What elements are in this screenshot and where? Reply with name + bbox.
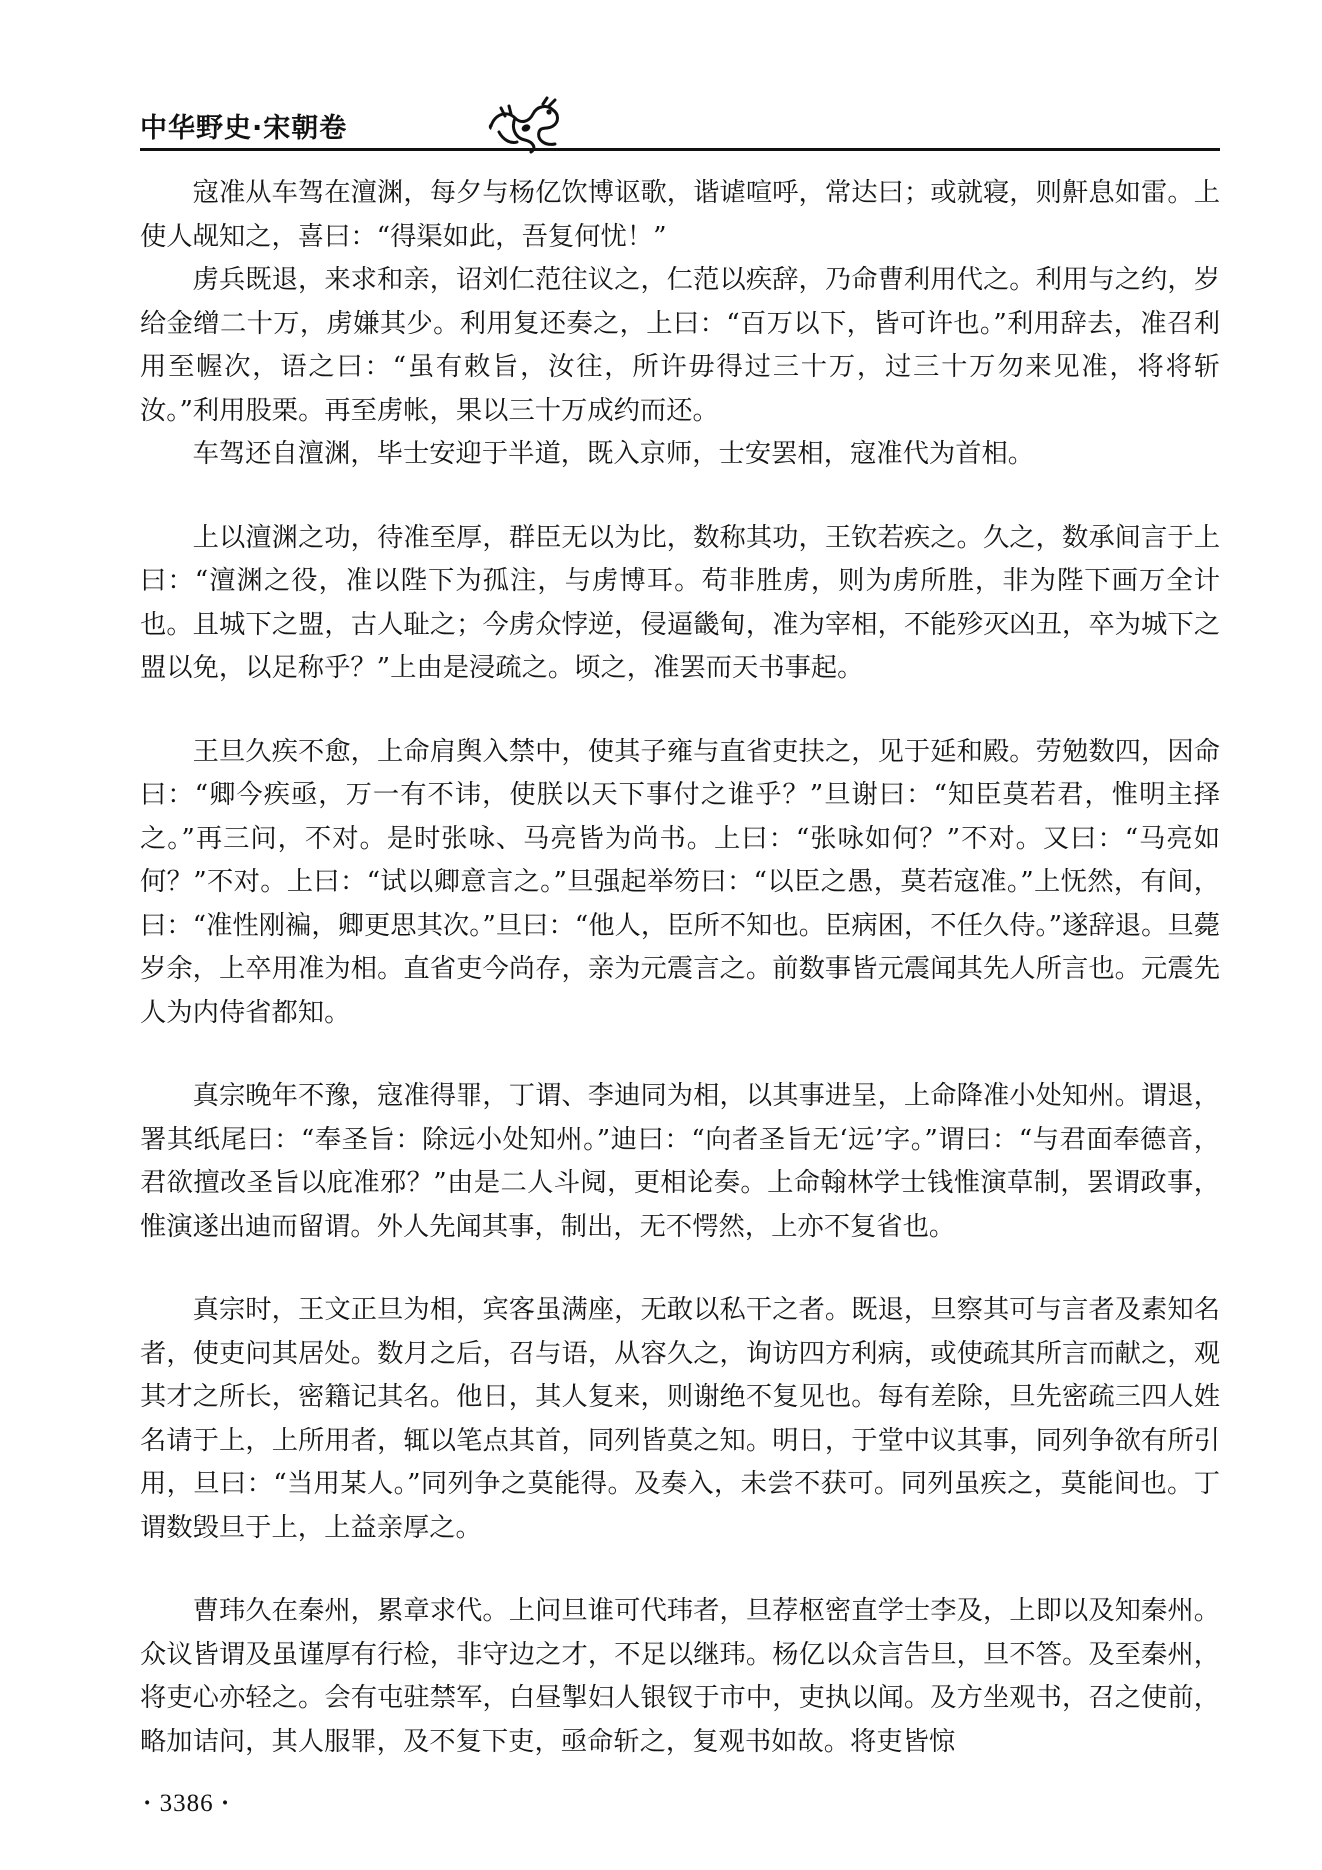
header-rule (140, 148, 1220, 151)
paragraph-4: 上以澶渊之功，待准至厚，群臣无以为比，数称其功，王钦若疾之。久之，数承间言于上曰：“澶渊之役，准以陛下为孤注，与虏博耳。苟非胜虏，则为虏所胜，非为陛下画万全计也。且城下之盟，古人耻之；今虏众悖逆，侵逼畿甸，准为宰相，不能殄灭凶丑，卒为城下之盟以免，以足称乎？”上由是浸疏之。顷之，准罢而天书事起。 (140, 522, 1220, 683)
section-gap (140, 1249, 1220, 1289)
paragraph-5: 王旦久疾不愈，上命肩舆入禁中，使其子雍与直省吏扶之，见于延和殿。劳勉数四，因命曰：“卿今疾亟，万一有不讳，使朕以天下事付之谁乎？”旦谢曰：“知臣莫若君，惟明主择之。”再三问，不对。是时张咏、马亮皆为尚书。上曰：“张咏如何？”不对。又曰：“马亮如何？”不对。上曰：“试以卿意言之。”旦强起举笏曰：“以臣之愚，莫若寇准。”上怃然，有间，曰：“准性刚褊，卿更思其次。”旦曰：“他人，臣所不知也。臣病困，不任久侍。”遂辞退。旦薨岁余，上卒用准为相。直省吏今尚存，亲为元震言之。前数事皆元震闻其先人所言也。元震先人为内侍省都知。 (140, 736, 1220, 1028)
section-gap (140, 691, 1220, 731)
main-text (140, 172, 1220, 1764)
section-gap (140, 477, 1220, 517)
page-header (140, 96, 1220, 164)
dragon-emblem-icon (485, 96, 563, 154)
section-gap (140, 1550, 1220, 1590)
page-number: · 3386 · (143, 1790, 231, 1817)
section-gap (140, 1035, 1220, 1075)
paragraph-2: 虏兵既退，来求和亲，诏刘仁范往议之，仁范以疾辞，乃命曹利用代之。利用与之约，岁给金缯二十万，虏嫌其少。利用复还奏之，上曰：“百万以下，皆可许也。”利用辞去，准召利用至幄次，语之曰：“虽有敕旨，汝往，所许毋得过三十万，过三十万勿来见准，将将斩汝。”利用股栗。再至虏帐，果以三十万成约而还。 (140, 265, 1220, 426)
paragraph-6: 真宗晚年不豫，寇准得罪，丁谓、李迪同为相，以其事进呈，上命降准小处知州。谓退，署其纸尾曰：“奉圣旨：除远小处知州。”迪曰：“向者圣旨无‘远’字。”谓曰：“与君面奉德音，君欲擅改圣旨以庇准邪？”由是二人斗阋，更相论奏。上命翰林学士钱惟演草制，罢谓政事，惟演遂出迪而留谓。外人先闻其事，制出，无不愕然，上亦不复省也。 (140, 1081, 1220, 1242)
page-number-value: 3386 (159, 1790, 214, 1817)
paragraph-3: 车驾还自澶渊，毕士安迎于半道，既入京师，士安罢相，寇准代为首相。 (192, 439, 1035, 469)
paragraph-1: 寇准从车驾在澶渊，每夕与杨亿饮博讴歌，谐谑喧呼，常达曰；或就寝，则鼾息如雷。上使人觇知之，喜曰：“得渠如此，吾复何忧！” (140, 178, 1220, 252)
paragraph-8: 曹玮久在秦州，累章求代。上问旦谁可代玮者，旦荐枢密直学士李及，上即以及知秦州。众议皆谓及虽谨厚有行检，非守边之才，不足以继玮。杨亿以众言告旦，旦不答。及至秦州，将吏心亦轻之。会有屯驻禁军，白昼掣妇人银钗于市中，吏执以闻。及方坐观书，召之使前，略加诘问，其人服罪，及不复下吏，亟命斩之，复观书如故。将吏皆惊 (140, 1596, 1220, 1757)
paragraph-7: 真宗时，王文正旦为相，宾客虽满座，无敢以私干之者。既退，旦察其可与言者及素知名者，使吏问其居处。数月之后，召与语，从容久之，询访四方利病，或使疏其所言而献之，观其才之所长，密籍记其名。他日，其人复来，则谢绝不复见也。每有差除，旦先密疏三四人姓名请于上，上所用者，辄以笔点其首，同列皆莫之知。明日，于堂中议其事，同列争欲有所引用，旦曰：“当用某人。”同列争之莫能得。及奏入，未尝不获可。同列虽疾之，莫能间也。丁谓数毁旦于上，上益亲厚之。 (140, 1295, 1220, 1543)
book-title: 中华野史·宋朝卷 (140, 113, 348, 144)
